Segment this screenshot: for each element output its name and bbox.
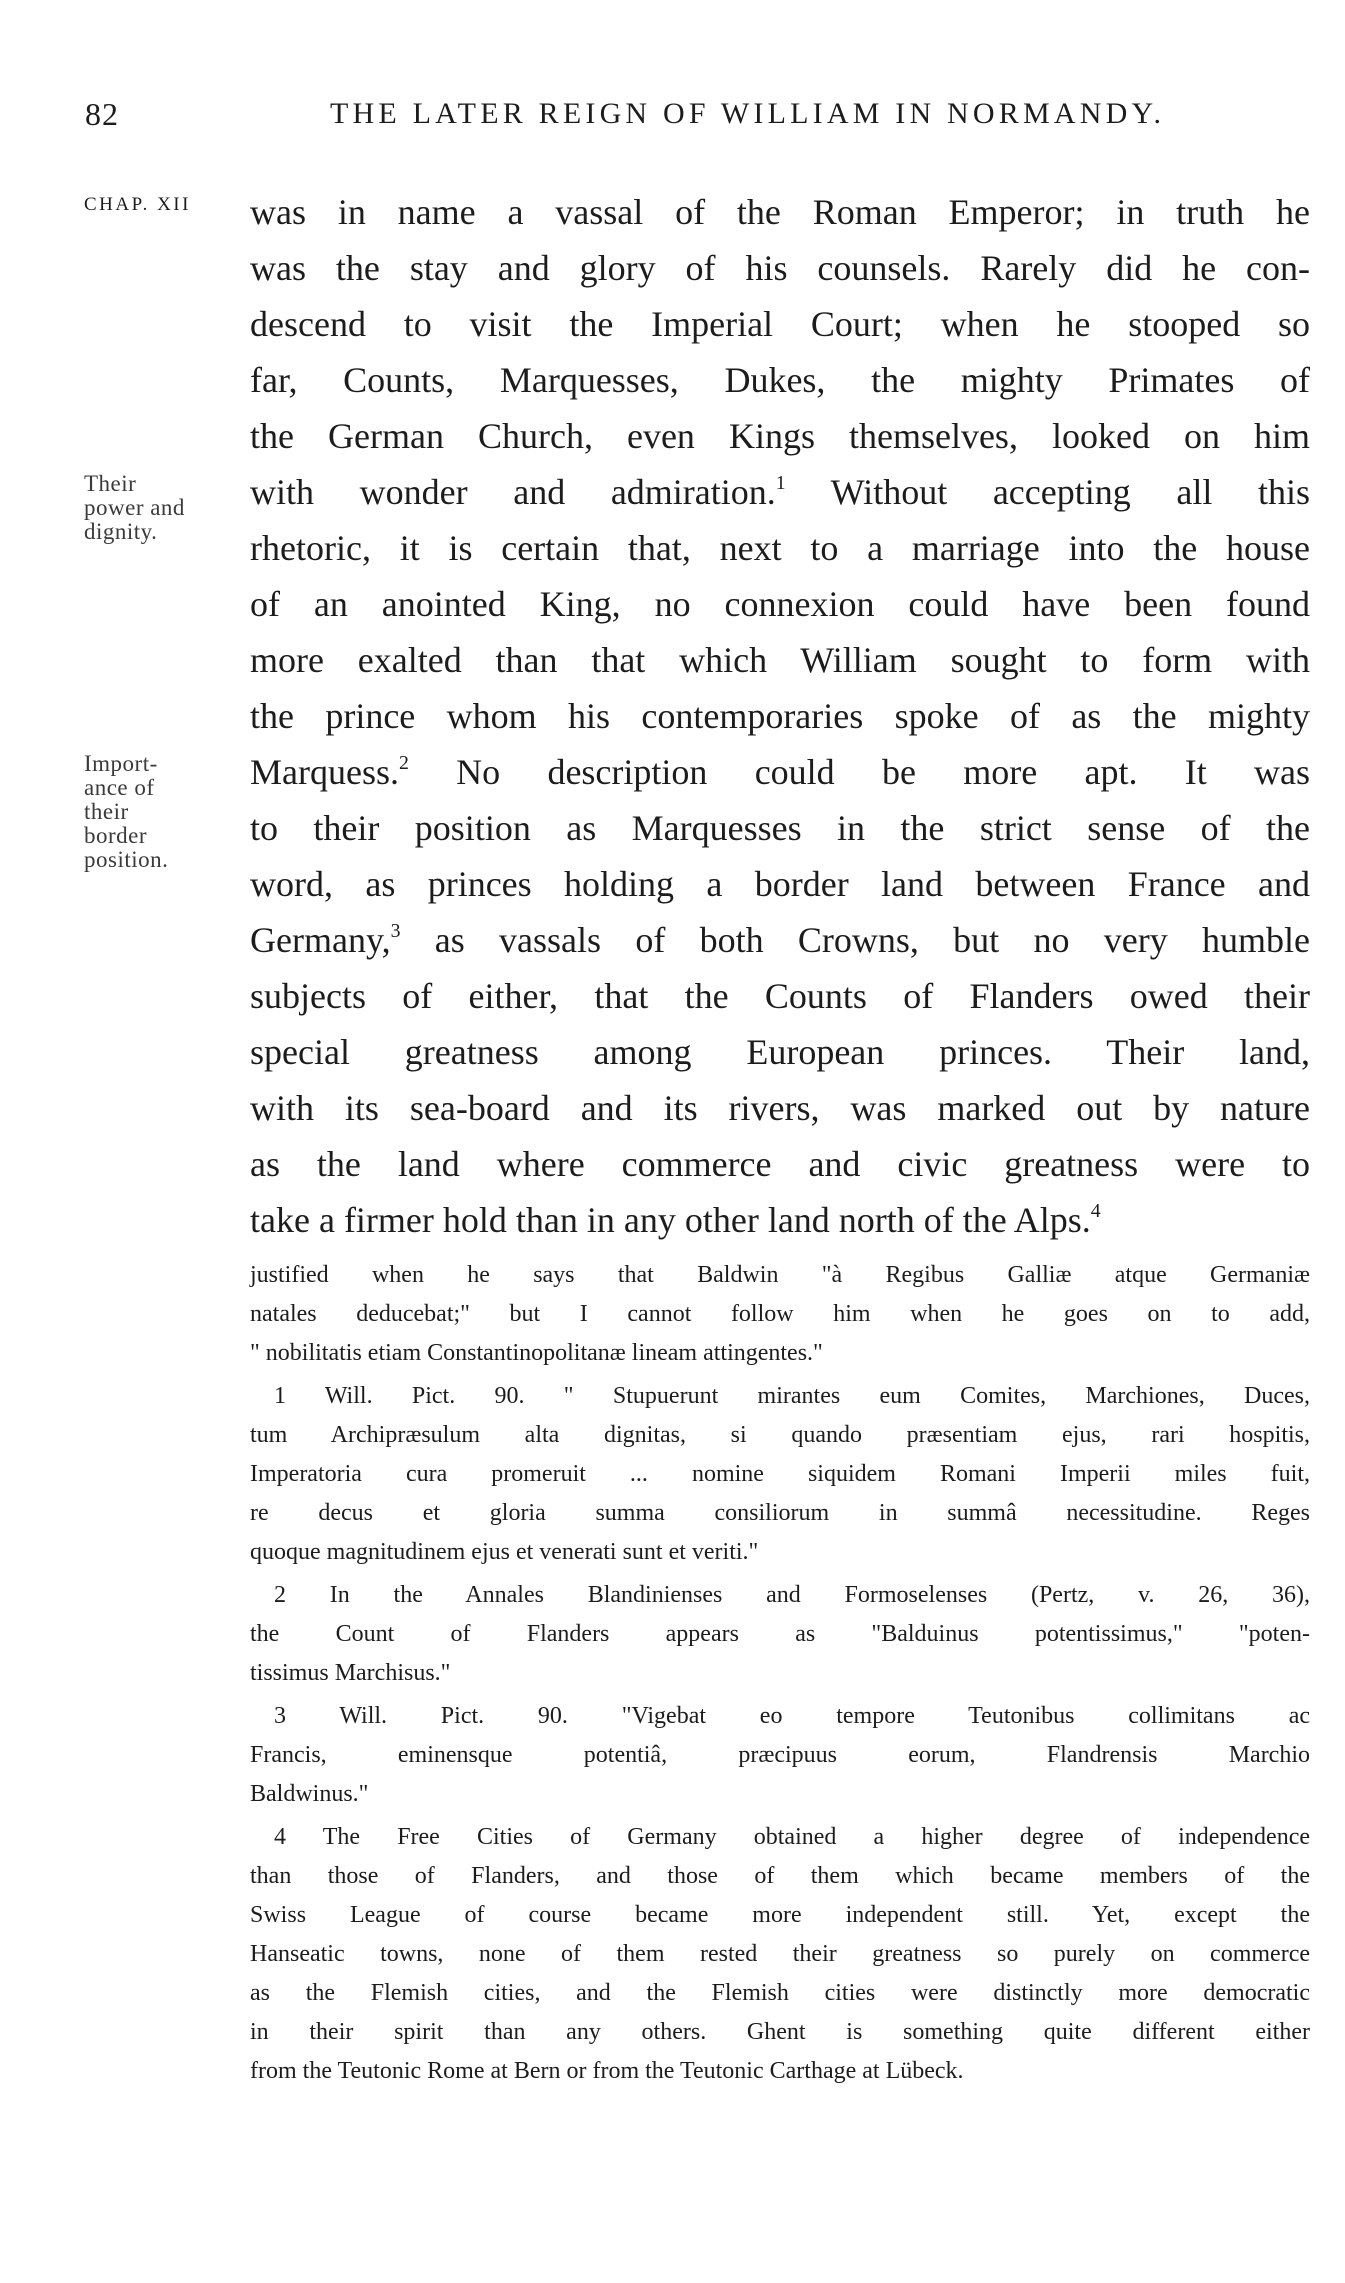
footnote-ref: 2 — [398, 752, 409, 775]
footnote-line: justified when he says that Baldwin "à Regibus Galliæ atque Germaniæ — [250, 1262, 1310, 1288]
body-line-end: No description could be more apt. It was — [408, 752, 1310, 792]
footnote-4: 4 The Free Cities of Germany obtained a higher degree of independence — [274, 1824, 1310, 1850]
sidenote-border-position — [84, 752, 244, 872]
footnote-line: natales deducebat;" but I cannot follow him when he goes on to add, — [250, 1301, 1310, 1327]
sidenote-line: their — [84, 799, 129, 824]
footnote-line: in their spirit than any others. Ghent is something quite different either — [250, 2019, 1310, 2045]
body-line: was the stay and glory of his counsels. Rarely did he con- — [250, 248, 1310, 288]
body-line-start: Germany, — [250, 920, 391, 960]
sidenote-line: ance of — [84, 775, 155, 800]
body-line: the German Church, even Kings themselves, looked on him — [250, 416, 1310, 456]
body-line-with-ref — [250, 744, 1310, 800]
footnote-line: Baldwinus." — [250, 1781, 369, 1807]
footnote-line: tissimus Marchisus." — [250, 1660, 451, 1686]
footnote-line: " nobilitatis etiam Constantinopolitanæ lineam attingentes." — [250, 1340, 823, 1366]
body-line: rhetoric, it is certain that, next to a marriage into the house — [250, 528, 1310, 568]
footnote-ref: 4 — [1090, 1200, 1101, 1223]
footnote-line: Hanseatic towns, none of them rested their greatness so purely on commerce — [250, 1941, 1310, 1967]
body-line: descend to visit the Imperial Court; when he stooped so — [250, 304, 1310, 344]
body-line-end: as vassals of both Crowns, but no very humble — [400, 920, 1310, 960]
sidenote-line: Their — [84, 471, 137, 496]
sidenote-line: Import- — [84, 751, 158, 776]
body-line: subjects of either, that the Counts of Flanders owed their — [250, 976, 1310, 1016]
chapter-label: CHAP. XII — [84, 194, 191, 215]
body-line: as the land where commerce and civic greatness were to — [250, 1144, 1310, 1184]
body-line-with-ref — [250, 1192, 1310, 1248]
body-line-start: Marquess. — [250, 752, 399, 792]
footnote-1: 1 Will. Pict. 90. " Stupuerunt mirantes eum Comites, Marchiones, Duces, — [274, 1383, 1310, 1409]
body-line: of an anointed King, no connexion could have been found — [250, 584, 1310, 624]
footnotes — [250, 1256, 1310, 2091]
sidenote-line: border — [84, 823, 148, 848]
footnote-ref: 1 — [775, 472, 786, 495]
page-header — [0, 92, 1345, 136]
sidenote-line: power and — [84, 495, 185, 520]
body-line-with-ref — [250, 912, 1310, 968]
body-line: word, as princes holding a border land between France and — [250, 864, 1310, 904]
footnote-line: Imperatoria cura promeruit ... nomine siquidem Romani Imperii miles fuit, — [250, 1461, 1310, 1487]
footnote-line: as the Flemish cities, and the Flemish cities were distinctly more democratic — [250, 1980, 1310, 2006]
body-line: the prince whom his contemporaries spoke of as the mighty — [250, 696, 1310, 736]
footnote-line: tum Archipræsulum alta dignitas, si quando præsentiam ejus, rari hospitis, — [250, 1422, 1310, 1448]
body-line-start: with wonder and admiration. — [250, 472, 776, 512]
footnote-line: the Count of Flanders appears as "Balduinus potentissimus," "poten- — [250, 1621, 1310, 1647]
page-number: 82 — [85, 96, 119, 132]
sidenote-power-dignity — [84, 472, 244, 544]
body-line: with its sea-board and its rivers, was marked out by nature — [250, 1088, 1310, 1128]
footnote-line: than those of Flanders, and those of them which became members of the — [250, 1863, 1310, 1889]
body-line: more exalted than that which William sought to form with — [250, 640, 1310, 680]
footnote-line: re decus et gloria summa consiliorum in summâ necessitudine. Reges — [250, 1500, 1310, 1526]
footnote-ref: 3 — [390, 920, 401, 943]
footnote-2: 2 In the Annales Blandinienses and Formoselenses (Pertz, v. 26, 36), — [274, 1582, 1310, 1608]
running-head: THE LATER REIGN OF WILLIAM IN NORMANDY. — [330, 97, 1166, 130]
sidenote-line: dignity. — [84, 519, 158, 544]
body-line-with-ref — [250, 464, 1310, 520]
footnote-line: from the Teutonic Rome at Bern or from the Teutonic Carthage at Lübeck. — [250, 2058, 964, 2084]
footnote-line: Swiss League of course became more independent still. Yet, except the — [250, 1902, 1310, 1928]
body-text — [250, 184, 1310, 1248]
body-line: was in name a vassal of the Roman Emperor; in truth he — [250, 192, 1310, 232]
footnote-line: Francis, eminensque potentiâ, præcipuus eorum, Flandrensis Marchio — [250, 1742, 1310, 1768]
sidenote-line: position. — [84, 847, 169, 872]
body-line-end: Without accepting all this — [785, 472, 1310, 512]
footnote-line: quoque magnitudinem ejus et venerati sunt et veriti." — [250, 1539, 759, 1565]
body-line: to their position as Marquesses in the strict sense of the — [250, 808, 1310, 848]
body-line: far, Counts, Marquesses, Dukes, the mighty Primates of — [250, 360, 1310, 400]
body-line: special greatness among European princes. Their land, — [250, 1032, 1310, 1072]
footnote-3: 3 Will. Pict. 90. "Vigebat eo tempore Teutonibus collimitans ac — [274, 1703, 1310, 1729]
body-line-start: take a firmer hold than in any other land north of the Alps. — [250, 1200, 1091, 1240]
